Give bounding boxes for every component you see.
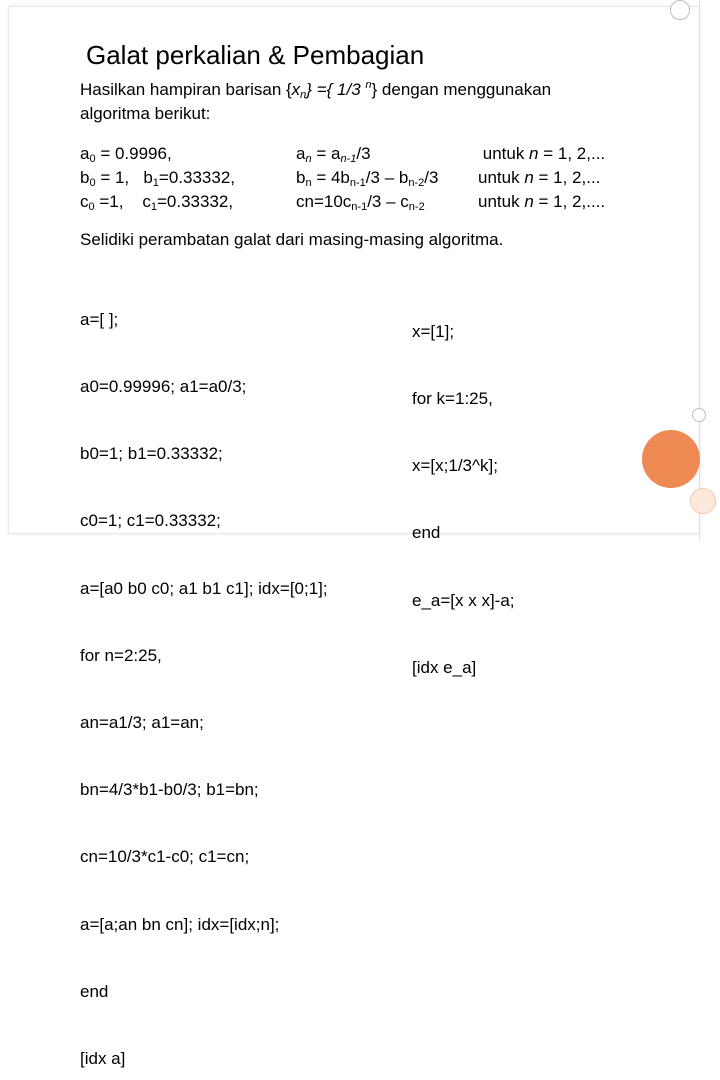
range-text: untuk bbox=[478, 168, 525, 187]
decorative-circle-orange bbox=[642, 430, 700, 488]
subscript: 0 bbox=[89, 177, 96, 189]
code-line: end bbox=[80, 981, 109, 1001]
code-line: x=[1]; bbox=[412, 321, 455, 341]
range-text: = 1, 2,.... bbox=[533, 192, 606, 211]
var: c bbox=[142, 192, 151, 211]
subscript: 0 bbox=[88, 201, 95, 213]
code-line: cn=10/3*c1-c0; c1=cn; bbox=[80, 847, 250, 867]
formula-part: /3 bbox=[356, 144, 371, 163]
code-line: a=[a;an bn cn]; idx=[idx;n]; bbox=[80, 914, 280, 934]
intro-line-1 bbox=[80, 78, 620, 102]
formula-part: cn=10c bbox=[296, 192, 352, 211]
range-var: n bbox=[524, 192, 534, 211]
value-text: = 0.9996, bbox=[95, 144, 172, 163]
subscript: n bbox=[305, 177, 312, 189]
intro-text-part: } dengan menggunakan bbox=[371, 80, 552, 99]
code-line: a=[a0 b0 c0; a1 b1 c1]; idx=[0;1]; bbox=[80, 578, 328, 598]
value-text: = 1, bbox=[95, 168, 144, 187]
intro-sub-n: n bbox=[300, 89, 307, 101]
code-line: a0=0.99996; a1=a0/3; bbox=[80, 377, 247, 397]
code-line: c0=1; c1=0.33332; bbox=[80, 511, 221, 531]
code-block-error bbox=[412, 276, 515, 702]
formula-part: /3 – c bbox=[367, 192, 409, 211]
code-line: end bbox=[412, 523, 441, 543]
intro-line-2: algoritma berikut: bbox=[80, 104, 211, 123]
recurrence-formulas bbox=[296, 142, 438, 214]
intro-text-part: Hasilkan hampiran barisan { bbox=[80, 80, 292, 99]
code-line: b0=1; b1=0.33332; bbox=[80, 444, 223, 464]
slide-title: Galat perkalian & Pembagian bbox=[86, 40, 425, 70]
decorative-circle-top bbox=[670, 0, 690, 20]
code-line: for k=1:25, bbox=[412, 389, 493, 409]
subscript: n-2 bbox=[408, 177, 425, 189]
range-text: untuk bbox=[478, 192, 525, 211]
code-line: e_a=[x x x]-a; bbox=[412, 590, 515, 610]
initial-values bbox=[80, 142, 235, 214]
range-text: = 1, 2,... bbox=[538, 144, 606, 163]
subscript: n-1 bbox=[349, 177, 366, 189]
initial-row bbox=[80, 190, 235, 214]
code-block-algorithms bbox=[80, 264, 328, 1080]
subscript: n-2 bbox=[408, 201, 425, 213]
subscript: 0 bbox=[89, 153, 96, 165]
code-line: [idx a] bbox=[80, 1049, 126, 1069]
question-text: Selidiki perambatan galat dari masing-masing algoritma. bbox=[80, 230, 504, 249]
intro-var-x: x bbox=[291, 80, 301, 99]
code-line: [idx e_a] bbox=[412, 657, 477, 677]
subscript: n-1 bbox=[340, 153, 357, 165]
code-line: bn=4/3*b1-b0/3; b1=bn; bbox=[80, 780, 259, 800]
var: b bbox=[143, 168, 153, 187]
code-line: a=[ ]; bbox=[80, 309, 119, 329]
range-row bbox=[478, 142, 605, 166]
formula-part: a bbox=[296, 144, 306, 163]
initial-row bbox=[80, 166, 235, 190]
range-row bbox=[478, 190, 605, 214]
initial-row bbox=[80, 142, 235, 166]
value-text: =0.33332, bbox=[156, 192, 234, 211]
range-row bbox=[478, 166, 605, 190]
formula-part: b bbox=[296, 168, 306, 187]
decorative-circle-peach bbox=[690, 488, 716, 514]
formula-part: = a bbox=[311, 144, 341, 163]
formula-part: = 4b bbox=[311, 168, 350, 187]
range-text: = 1, 2,... bbox=[533, 168, 601, 187]
intro-text-part: } ={ 1/3 bbox=[306, 80, 366, 99]
code-line: for n=2:25, bbox=[80, 645, 162, 665]
value-text: =1, bbox=[94, 192, 143, 211]
subscript: 1 bbox=[150, 201, 157, 213]
intro-text bbox=[80, 78, 620, 126]
index-ranges bbox=[478, 142, 605, 214]
decorative-circle-small bbox=[692, 408, 706, 422]
range-text: untuk bbox=[482, 144, 530, 163]
value-text: =0.33332, bbox=[158, 168, 236, 187]
intro-sup-n: n bbox=[365, 79, 372, 91]
range-var: n bbox=[524, 168, 534, 187]
recurrence-row bbox=[296, 142, 438, 166]
code-line: x=[x;1/3^k]; bbox=[412, 456, 498, 476]
code-line: an=a1/3; a1=an; bbox=[80, 713, 204, 733]
subscript: n bbox=[305, 153, 312, 165]
var: b bbox=[80, 168, 90, 187]
formula-part: /3 – b bbox=[365, 168, 409, 187]
var: a bbox=[80, 144, 90, 163]
range-var: n bbox=[529, 144, 539, 163]
recurrence-row bbox=[296, 190, 438, 214]
subscript: 1 bbox=[152, 177, 159, 189]
subscript: n-1 bbox=[351, 201, 368, 213]
formula-part: /3 bbox=[424, 168, 439, 187]
var: c bbox=[80, 192, 89, 211]
recurrence-row bbox=[296, 166, 438, 190]
